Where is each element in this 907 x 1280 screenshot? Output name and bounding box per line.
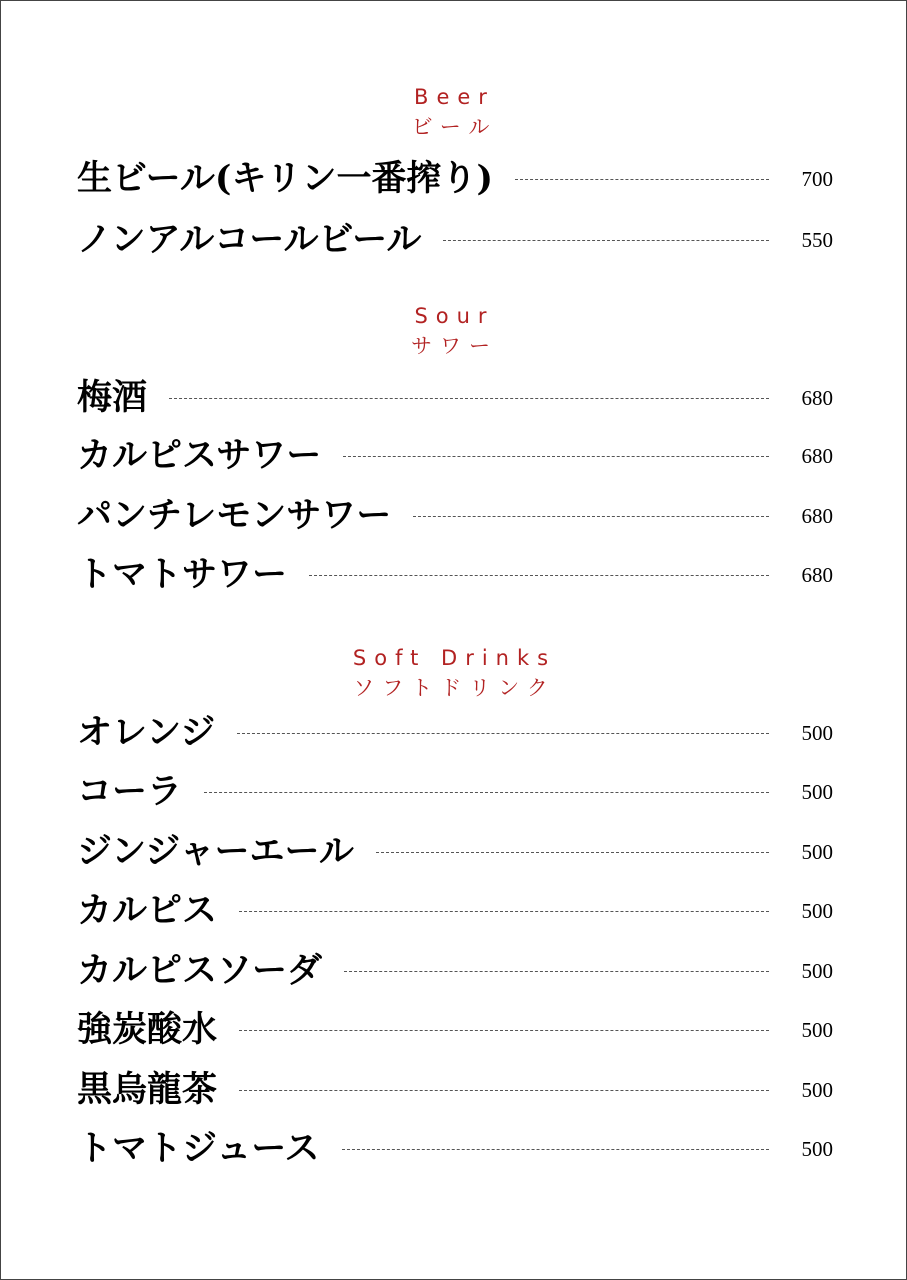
item-name: 生ビール(キリン一番搾り) [77,158,494,199]
dotted-leader [204,792,769,793]
item-price: 680 [801,385,833,410]
item-price: 680 [801,443,833,468]
item-price: 500 [801,1136,833,1161]
menu-item [77,431,833,481]
dotted-leader [239,911,769,912]
dotted-leader [344,971,769,972]
dotted-leader [239,1090,769,1091]
item-price: 500 [801,779,833,804]
item-name: 強炭酸水 [77,1009,218,1050]
menu-item [77,767,833,817]
dotted-leader [237,733,769,734]
dotted-leader [376,852,769,853]
menu-item [77,946,833,996]
item-name: ジンジャーエール [77,831,354,872]
section-title-jp: ソフトドリンク [353,676,556,700]
dotted-leader [169,398,769,399]
item-price: 680 [801,503,833,528]
item-name: トマトサワー [77,554,288,595]
item-price: 500 [801,1017,833,1042]
item-name: カルピスソーダ [77,950,323,991]
section-title-en: Sour [414,304,495,328]
item-price: 700 [801,166,833,191]
section-header-sour [1,301,907,361]
menu-item [77,491,833,541]
dotted-leader [309,575,769,576]
menu-item [77,1065,833,1115]
item-name: 梅酒 [77,377,148,418]
item-name: パンチレモンサワー [77,495,392,536]
section-header-soft-drinks [1,643,907,703]
item-price: 500 [801,898,833,923]
item-price: 500 [801,1077,833,1102]
item-price: 680 [801,562,833,587]
menu-item [77,886,833,936]
dotted-leader [413,516,769,517]
dotted-leader [239,1030,769,1031]
section-title-en: Beer [414,85,495,109]
item-price: 500 [801,720,833,745]
section-header-beer [1,82,907,142]
menu-item [77,1005,833,1055]
menu-item [77,708,833,758]
item-price: 550 [801,227,833,252]
item-name: 黒烏龍茶 [77,1069,218,1110]
item-name: ノンアルコールビール [77,219,422,260]
item-price: 500 [801,839,833,864]
item-name: カルピスサワー [77,435,322,476]
menu-item [77,215,833,265]
dotted-leader [515,179,769,180]
menu-item [77,827,833,877]
item-price: 500 [801,958,833,983]
section-title-en: Soft Drinks [352,646,557,670]
section-title-jp: サワー [411,334,498,358]
item-name: カルピス [77,890,218,931]
item-name: オレンジ [77,712,216,753]
menu-item [77,373,833,423]
dotted-leader [343,456,769,457]
item-name: コーラ [77,771,183,812]
item-name: トマトジュース [77,1128,320,1169]
dotted-leader [342,1149,769,1150]
menu-item [77,550,833,600]
menu-item [77,1124,833,1174]
section-title-jp: ビール [411,115,498,139]
dotted-leader [443,240,769,241]
menu-item [77,154,833,204]
